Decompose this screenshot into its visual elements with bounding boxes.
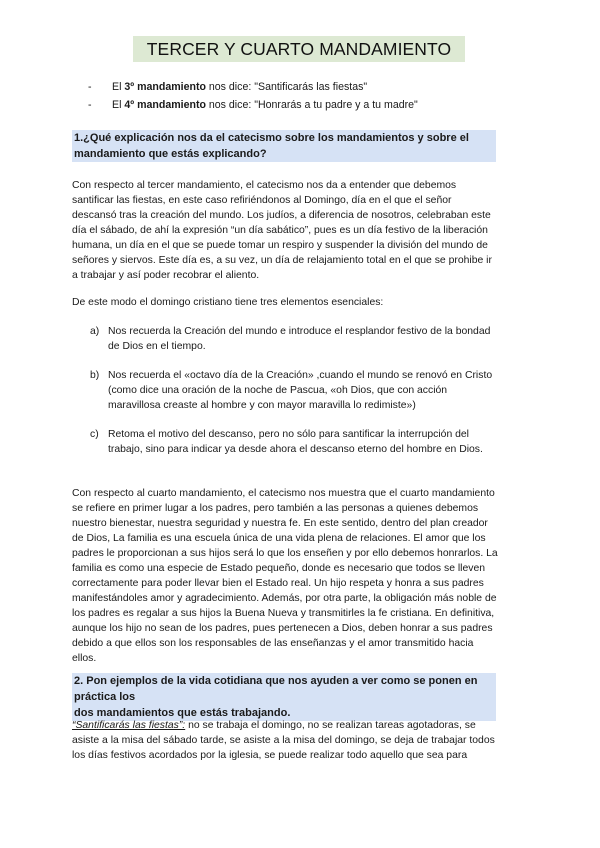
paragraph-fourth-commandment	[72, 486, 528, 666]
text-line: señores y siervos. Este día es, a su vez, un día de relajamiento total en el que se prohibe ir	[72, 255, 492, 266]
text-line: santificar las fiestas, en este caso refiriéndonos al Domingo, día en el que el señor	[72, 195, 452, 206]
quoted-commandment: “Santificarás las fiestas”:	[72, 720, 186, 731]
bullet-third-commandment	[88, 80, 367, 94]
text-line: debido a que ellos son los responsables de las enseñanzas y el amor transmitido hacia	[72, 638, 474, 649]
bullet-fourth-commandment	[88, 98, 418, 112]
text-line: día el sábado, de ahí la expresión “un día sabático”, pues es un día festivo de la liberación	[72, 225, 488, 236]
list-item-c	[90, 427, 530, 457]
question-line: mandamiento que estás explicando?	[74, 148, 267, 160]
bullet-post: nos dice: "Santificarás las fiestas"	[205, 81, 368, 93]
paragraph-third-commandment	[72, 178, 528, 283]
text-line: Retoma el motivo del descanso, pero no sólo para santificar la interrupción del	[108, 429, 469, 440]
text-line: (como dice una oración de la noche de Pascua, «oh Dios, que con acción	[108, 385, 448, 396]
text-line: los padres es regalar a sus hijos la Buena Nueva y transmitirles la fe cristiana. En definitiva,	[72, 608, 495, 619]
text-line: familia es como una especie de Estado pequeño, donde es necesario que todos se lleven	[72, 563, 486, 574]
question-1-heading	[72, 130, 496, 162]
bullet-dash: -	[88, 99, 92, 111]
bullet-pre: El	[112, 99, 125, 111]
text-line: de Dios en el tiempo.	[108, 341, 206, 352]
question-line: 2. Pon ejemplos de la vida cotidiana que nos ayuden a ver como se ponen en práctica los	[74, 675, 478, 703]
text-fragment: no se trabaja el domingo, no se realizan tareas agotadoras, se	[185, 720, 476, 731]
text-line: Nos recuerda el «octavo día de la Creación» ,cuando el mundo se renovó en Cristo	[108, 370, 493, 381]
bullet-pre: El	[112, 81, 125, 93]
bullet-bold: 4º mandamiento	[124, 99, 206, 111]
text-line: a trabajar y así poder recobrar el aliento.	[72, 270, 260, 281]
text-line: De este modo el domingo cristiano tiene tres elementos esenciales:	[72, 297, 384, 308]
list-marker: c)	[90, 429, 99, 440]
text-line: asiste a la misa del sábado tarde, se asiste a la misa del domingo, se deja de trabajar todos	[72, 735, 495, 746]
text-line: trabajo, sino para indicar ya desde ahora el descanso eterno del hombre en Dios.	[108, 444, 483, 455]
text-line: manifestándoles amor y agradecimiento. Además, por otra parte, la obligación más noble de	[72, 593, 497, 604]
list-item-a	[90, 324, 530, 354]
page-title: TERCER Y CUARTO MANDAMIENTO	[133, 36, 465, 62]
paragraph-examples	[72, 718, 528, 763]
bullet-bold: 3º mandamiento	[124, 81, 206, 93]
text-line	[72, 718, 528, 733]
text-line: de Dios, La familia es una escuela única de una vida plena de relaciones. El amor que los	[72, 533, 486, 544]
text-line: humana, un día en el que se puede tomar un respiro y suspender la división del mundo de	[72, 240, 488, 251]
text-line: nuestro bienestar, nuestra seguridad y nuestra fe. En este sentido, dentro del plan creador	[72, 518, 488, 529]
text-line: maravillosa creaste al hombre y con mayor maravilla lo redimiste»)	[108, 400, 416, 411]
list-item-b	[90, 368, 530, 413]
text-line: padres le proporcionan a sus hijos será lo que los enseñen y por ello debemos honrarlos. La	[72, 548, 498, 559]
question-line: 1.¿Qué explicación nos da el catecismo sobre los mandamientos y sobre el	[74, 132, 469, 144]
bullet-dash: -	[88, 81, 92, 93]
list-marker: a)	[90, 326, 100, 337]
list-marker: b)	[90, 370, 100, 381]
text-line: Nos recuerda la Creación del mundo e introduce el resplandor festivo de la bondad	[108, 326, 491, 337]
text-line: ellos.	[72, 653, 97, 664]
text-line: aunque los hijo no sean de los padres, pues pertenecen a Dios, deben honrar a sus padres	[72, 623, 493, 634]
bullet-post: nos dice: "Honrarás a tu padre y a tu madre"	[205, 99, 418, 111]
question-2-heading	[72, 673, 496, 721]
text-line: Con respecto al cuarto mandamiento, el catecismo nos muestra que el cuarto mandamiento	[72, 488, 495, 499]
paragraph-intro-list	[72, 295, 528, 310]
text-line: los días festivos acordados por la iglesia, se puede realizar todo aquello que sea para	[72, 750, 468, 761]
text-line: descansó tras la creación del mundo. Los judíos, a diferencia de nosotros, celebraban este	[72, 210, 491, 221]
text-line: se refiere en primer lugar a los padres, pero también a las personas a quienes debemos	[72, 503, 479, 514]
question-line: dos mandamientos que estás trabajando.	[74, 707, 291, 719]
text-line: Con respecto al tercer mandamiento, el catecismo nos da a entender que debemos	[72, 180, 457, 191]
text-line: correctamente para poder llevar bien el Estado real. Un hijo respeta y honra a sus padres	[72, 578, 484, 589]
